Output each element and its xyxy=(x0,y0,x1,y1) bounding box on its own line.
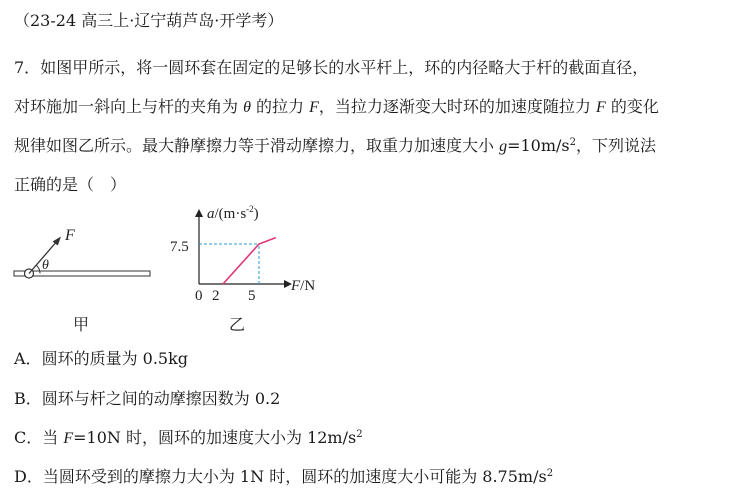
question-stem-line-4: 正确的是（ ） xyxy=(14,175,127,194)
horizontal-rod xyxy=(14,271,150,276)
option-b[interactable] xyxy=(14,389,280,409)
option-text: 圆环的质量为 0.5kg xyxy=(41,349,189,368)
option-label: C． xyxy=(14,428,43,447)
question-stem-line-3 xyxy=(14,136,656,157)
question-number: 7． xyxy=(14,58,41,77)
superscript: 2 xyxy=(546,468,554,479)
force-symbol: F xyxy=(596,99,606,116)
figure-caption-yi: 乙 xyxy=(229,315,246,334)
option-label: A． xyxy=(14,349,42,368)
question-text: 如图甲所示，将一圆环套在固定的足够长的水平杆上，环的内径略大于杆的截面直径， xyxy=(40,58,649,77)
question-text: 规律如图乙所示。最大静摩擦力等于滑动摩擦力，取重力加速度大小 xyxy=(14,136,500,155)
question-stem-line-2 xyxy=(14,97,659,118)
question-text: ，下列说法 xyxy=(576,136,657,155)
figure-caption-jia: 甲 xyxy=(73,315,90,334)
x-axis-label: F/N xyxy=(291,278,316,294)
option-c[interactable] xyxy=(14,428,363,449)
force-symbol: F xyxy=(309,99,319,116)
x-tick-label-2: 2 xyxy=(212,288,220,304)
force-label: F xyxy=(65,227,75,244)
figure-yi xyxy=(160,200,340,314)
acceleration-force-chart xyxy=(160,200,340,310)
option-text: =10N 时，圆环的加速度大小为 12m/s xyxy=(73,428,357,447)
gravity-symbol: g xyxy=(499,138,508,155)
theta-symbol: θ xyxy=(243,99,251,116)
rod-ring-diagram xyxy=(10,218,160,288)
option-label: B． xyxy=(14,389,42,408)
y-tick-label-7-5: 7.5 xyxy=(170,239,189,255)
angle-label: θ xyxy=(42,258,49,273)
figure-jia xyxy=(10,218,160,292)
y-axis-label: $a/(m\cdot s^{-2})$ xyxy=(207,204,259,222)
x-tick-label-5: 5 xyxy=(248,288,256,304)
option-text: 圆环与杆之间的动摩擦因数为 0.2 xyxy=(41,389,281,408)
option-text: 当圆环受到的摩擦力大小为 1N 时，圆环的加速度大小可能为 8.75m/s xyxy=(42,467,547,486)
force-symbol: F xyxy=(63,430,74,447)
option-text: 当 xyxy=(42,428,64,447)
question-text: 的变化 xyxy=(605,97,659,116)
option-d[interactable] xyxy=(14,467,553,487)
superscript: 2 xyxy=(569,137,577,148)
superscript: 2 xyxy=(356,429,363,440)
question-text: =10m/s xyxy=(507,136,570,155)
origin-label: 0 xyxy=(195,288,203,304)
acceleration-series-line xyxy=(223,238,276,284)
question-source: （23-24 高三上·辽宁葫芦岛·开学考） xyxy=(14,11,284,30)
question-stem-line-1 xyxy=(14,58,648,78)
option-label: D． xyxy=(14,467,43,486)
question-text: 的拉力 xyxy=(250,97,310,116)
question-text: ，当拉力逐渐变大时环的加速度随拉力 xyxy=(318,97,597,116)
option-a[interactable] xyxy=(14,349,188,369)
question-text: 对环施加一斜向上与杆的夹角为 xyxy=(14,97,244,116)
